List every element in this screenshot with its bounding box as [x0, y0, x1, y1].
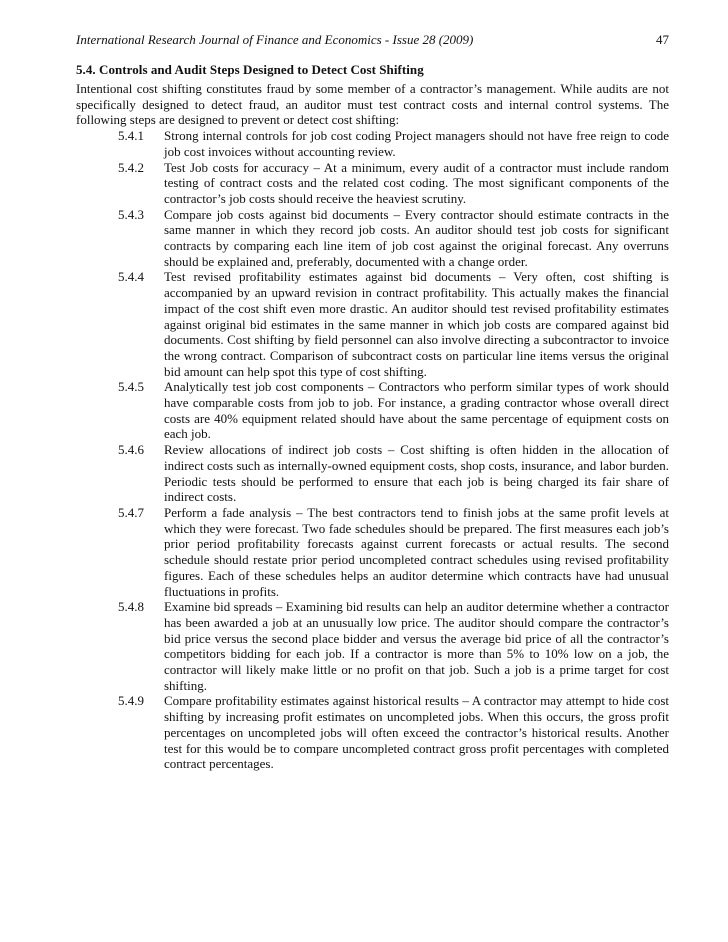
item-number: 5.4.4: [118, 269, 144, 285]
item-number: 5.4.5: [118, 379, 144, 395]
section-heading: 5.4. Controls and Audit Steps Designed to Detect Cost Shifting: [76, 62, 424, 77]
item-text: Analytically test job cost components – Contractors who perform similar types of work should have comparable costs from job to job. For instance, a grading contractor whose overall direct costs are 40% equipment related should have about the same percentage of equipment costs on each job.: [164, 379, 669, 442]
item-text: Examine bid spreads – Examining bid results can help an auditor determine whether a contractor has been awarded a job at an unusually low price. The auditor should compare the contractor’s bid price versus the second place bidder and versus the average bid price of all the contractor’s competitors bidding for each job. If a contractor is more than 5% to 10% low on a job, the contractor will likely make little or no profit on that job. Such a job is a prime target for cost shifting.: [164, 599, 669, 693]
list-item: [76, 160, 669, 207]
item-text: Test revised profitability estimates against bid documents – Very often, cost shifting is accompanied by an upward revision in contract profitability. This actually makes the financial impact of the cost shift even more drastic. An auditor should test revised profitability estimates against original bid estimates in the same manner in which job costs are compared against bid documents. Cost shifting by field personnel can also involve directing a subcontractor to invoice the wrong contract. Comparison of subcontract costs on particular line items versus the original bid amount can help spot this type of cost shifting.: [164, 269, 669, 379]
running-header: [76, 31, 669, 49]
list-item: [76, 442, 669, 505]
item-number: 5.4.3: [118, 206, 144, 222]
list-item: [76, 207, 669, 270]
list-item: [76, 269, 669, 379]
intro-paragraph: Intentional cost shifting constitutes fraud by some member of a contractor’s management. While audits are not specifically designed to detect fraud, an auditor must test contract costs and internal control systems. The following steps are designed to prevent or detect cost shifting:: [76, 81, 669, 128]
item-text: Review allocations of indirect job costs – Cost shifting is often hidden in the allocation of indirect costs such as internally-owned equipment costs, shop costs, insurance, and labor burden. Periodic tests should be performed to ensure that each job is being charged its fair share of indirect costs.: [164, 442, 669, 505]
item-text: Compare job costs against bid documents – Every contractor should estimate contracts in the same manner in which they record job costs. An auditor should test job costs for significant contracts by comparing each line item of job cost against the original forecast. Any overruns should be explained and, preferably, documented with a change order.: [164, 206, 669, 269]
item-number: 5.4.1: [118, 128, 144, 144]
item-number: 5.4.9: [118, 693, 144, 709]
journal-title: International Research Journal of Finance and Economics - Issue 28 (2009): [76, 32, 474, 47]
item-number: 5.4.2: [118, 159, 144, 175]
list-item: [76, 128, 669, 159]
item-number: 5.4.7: [118, 504, 144, 520]
document-page: [76, 31, 669, 772]
audit-steps-list: [76, 128, 669, 772]
item-text: Compare profitability estimates against historical results – A contractor may attempt to hide cost shifting by increasing profit estimates on uncompleted jobs. When this occurs, the gross profit percentages on uncompleted jobs will often exceed the contractor’s historical results. Another test for this would be to compare uncompleted contract gross profit percentages with completed contract percentages.: [164, 693, 669, 772]
list-item: [76, 505, 669, 599]
item-text: Test Job costs for accuracy – At a minimum, every audit of a contractor must include random testing of contract costs and the related cost coding. The most significant components of the contractor’s job costs should receive the heaviest scrutiny.: [164, 159, 669, 206]
list-item: [76, 379, 669, 442]
item-number: 5.4.8: [118, 599, 144, 615]
list-item: [76, 693, 669, 772]
item-number: 5.4.6: [118, 442, 144, 458]
item-text: Perform a fade analysis – The best contractors tend to finish jobs at the same profit levels at which they were forecast. Two fade schedules should be prepared. The first measures each job’s prior period profitability forecasts against current forecasts or actual results. The second schedule should restate prior period uncompleted contract schedules using revised profitability figures. Each of these schedules helps an auditor determine which contracts have had unusual fluctuations in profits.: [164, 504, 669, 599]
page-number: 47: [656, 32, 669, 47]
list-item: [76, 599, 669, 693]
item-text: Strong internal controls for job cost coding Project managers should not have free reign to code job cost invoices without accounting review.: [164, 128, 669, 159]
